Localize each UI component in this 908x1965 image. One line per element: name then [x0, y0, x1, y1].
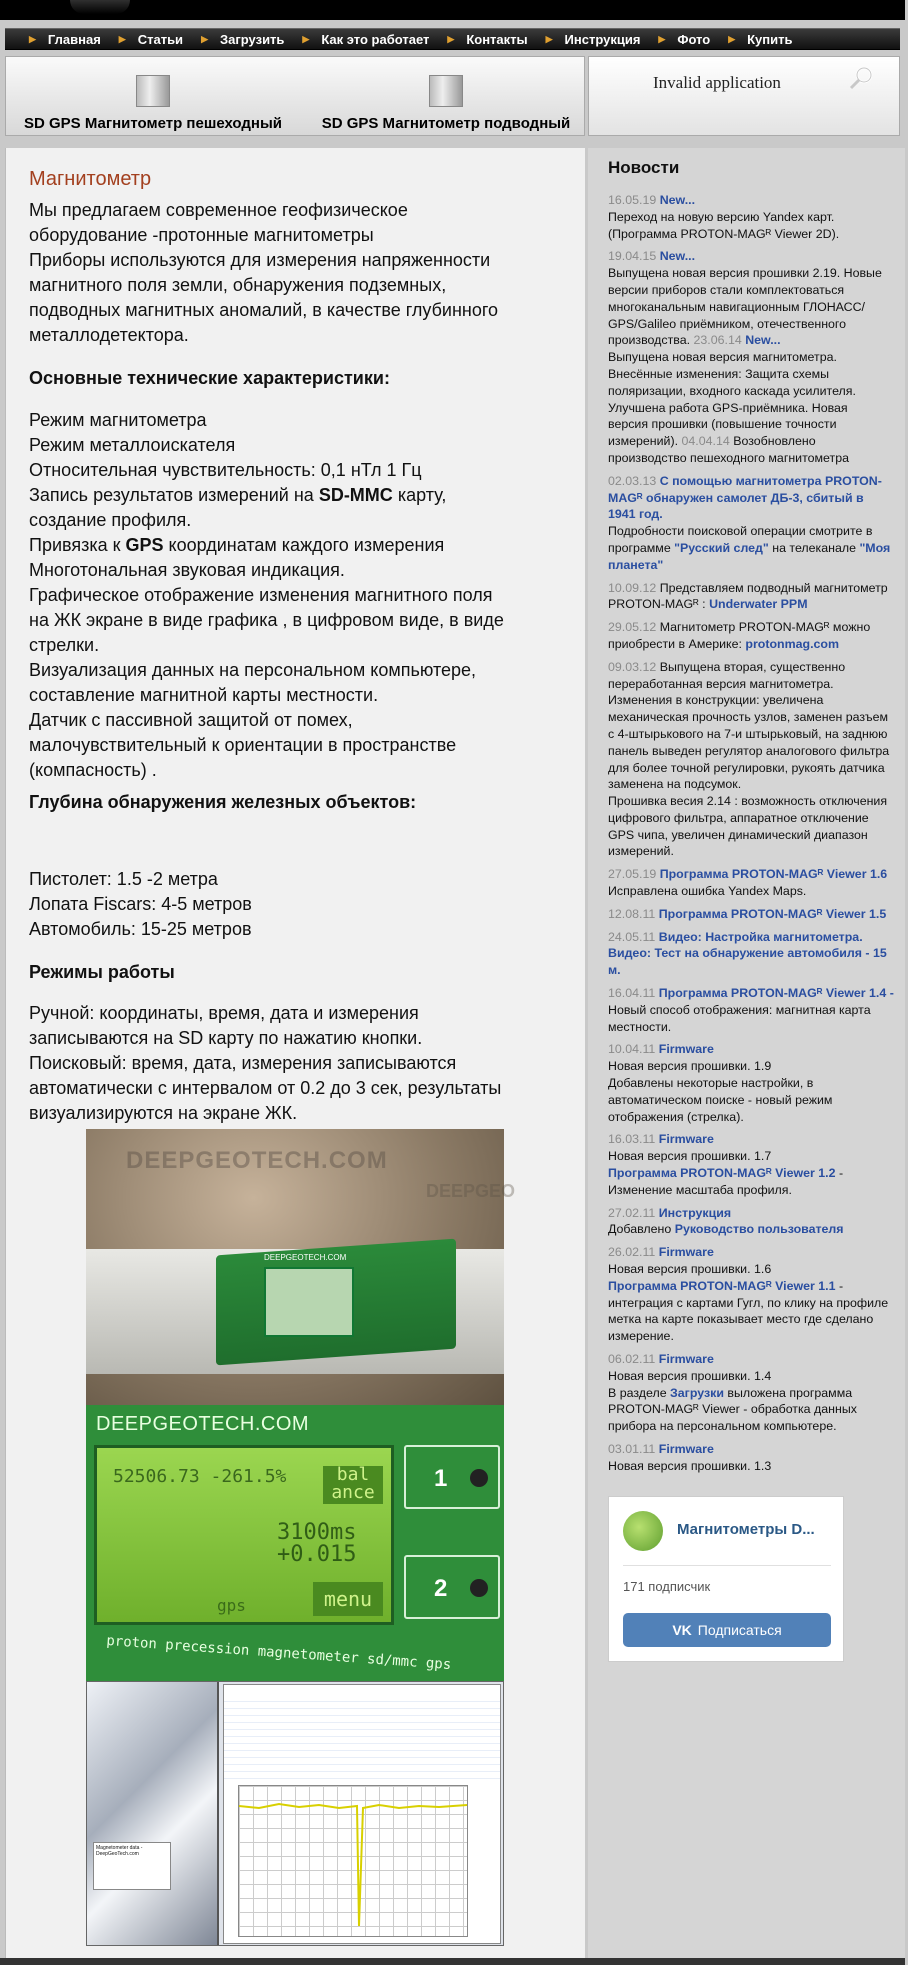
- news-list: [608, 192, 908, 1481]
- page-title: Магнитометр: [29, 168, 152, 190]
- nav-label: Как это работает: [321, 31, 430, 47]
- mode-line: Ручной: координаты, время, дата и измерения: [29, 1003, 419, 1023]
- photo-subtitle: proton precession magnetometer sd/mmc gps: [105, 1632, 452, 1674]
- news-date: 23.06.14: [693, 333, 742, 348]
- product-walking-magnetometer[interactable]: [18, 57, 288, 132]
- news-date: 16.03.11: [608, 1132, 656, 1147]
- photo-brand: DEEPGEOTECH.COM: [96, 1413, 310, 1435]
- news-link[interactable]: Программа PROTON-MAGᴿ Viewer 1.6: [659, 867, 888, 882]
- news-text: Добавлены некоторые настройки, в: [608, 1076, 814, 1091]
- news-item: [608, 248, 908, 466]
- product-label: SD GPS Магнитометр подводный: [321, 115, 571, 132]
- depth-heading: Глубина обнаружения железных объектов:: [29, 792, 417, 812]
- product-thumbnail: [136, 75, 170, 107]
- news-text: [608, 433, 908, 450]
- spec-line: стрелки.: [29, 635, 100, 655]
- news-text: Новая версия прошивки. 1.6: [608, 1262, 772, 1277]
- news-text: Изменение масштаба профиля.: [608, 1182, 792, 1197]
- news-text: Возобновлено: [733, 434, 816, 449]
- news-text: [608, 596, 908, 613]
- news-item: [608, 659, 908, 861]
- spec-line: [29, 533, 579, 558]
- news-text: PROTON-MAGᴿ Viewer - обработка данных: [608, 1402, 857, 1417]
- news-link[interactable]: New...: [745, 333, 781, 348]
- main-nav: [5, 28, 900, 50]
- news-date: 26.02.11: [608, 1245, 656, 1260]
- news-text: Улучшена работа GPS-приёмника. Новая: [608, 400, 848, 415]
- vk-subscribe-button[interactable]: [623, 1613, 831, 1647]
- bottom-band: [0, 1958, 905, 1965]
- nav-label: Купить: [747, 31, 793, 47]
- news-item: [608, 473, 908, 574]
- news-text: Добавлено: [608, 1222, 675, 1237]
- news-text: Новая версия прошивки. 1.4: [608, 1368, 772, 1383]
- news-text: Внесённые изменения: Защита схемы: [608, 366, 830, 381]
- news-item: [608, 1041, 908, 1125]
- nav-item-instructions[interactable]: [546, 32, 641, 47]
- modes-list: [29, 1001, 579, 1126]
- vk-group-name[interactable]: Магнитометры D...: [677, 1521, 815, 1538]
- news-date: 19.04.15: [608, 249, 657, 264]
- knob-icon: [470, 1469, 488, 1487]
- news-text: заменена на подсумок.: [608, 777, 742, 792]
- logo-fade: [70, 0, 130, 14]
- news-text: Выпущена вторая, существенно: [659, 659, 846, 674]
- news-link[interactable]: Программа PROTON-MAGᴿ Viewer 1.4 -: [658, 986, 894, 1001]
- news-link[interactable]: Программа PROTON-MAGᴿ Viewer 1.2: [608, 1166, 836, 1181]
- spec-line: Многотональная звуковая индикация.: [29, 560, 345, 580]
- news-text: прибора на персональном компьютере.: [608, 1419, 837, 1434]
- depth-line: Пистолет: 1.5 -2 метра: [29, 869, 218, 889]
- spec-text: координатам каждого измерения: [163, 535, 445, 555]
- top-band: [0, 0, 905, 20]
- intro-line: металлодетектора.: [29, 325, 189, 345]
- depth-list: [29, 867, 579, 942]
- news-item: [608, 619, 908, 653]
- photo-watermark: DEEPGEOTECH.COM: [126, 1147, 388, 1174]
- news-date: 10.04.11: [608, 1042, 656, 1057]
- news-date: 02.03.13: [608, 473, 657, 488]
- news-link[interactable]: Загрузки: [670, 1385, 724, 1400]
- news-text: переработанная версия магнитометра.: [608, 676, 834, 691]
- nav-arrow-icon: ▶: [545, 33, 553, 44]
- news-item: [608, 1244, 908, 1345]
- specs-heading: Основные технические характеристики:: [29, 368, 390, 388]
- news-link[interactable]: protonmag.com: [745, 636, 839, 651]
- news-text: PROTON-MAGᴿ :: [608, 597, 710, 612]
- news-link[interactable]: планета": [608, 557, 664, 572]
- news-text: метка на карте показывает место где сделано: [608, 1312, 874, 1327]
- news-link[interactable]: Firmware: [658, 1042, 714, 1057]
- intro-line: оборудование -протонные магнитометры: [29, 225, 374, 245]
- news-text: цифрового фильтра, аппаратное отключение: [608, 810, 869, 825]
- news-date: 06.02.11: [608, 1352, 656, 1366]
- spec-line: Режим магнитометра: [29, 410, 207, 430]
- nav-arrow-icon: ▶: [658, 33, 666, 44]
- spec-bold: SD-MMC: [318, 485, 393, 505]
- news-item: [608, 192, 908, 242]
- header-widget: [588, 56, 900, 136]
- news-date: 04.04.14: [681, 434, 730, 449]
- spec-line: [29, 483, 579, 508]
- intro-line: Приборы используются для измерения напряженности: [29, 250, 491, 270]
- news-text: (Программа PROTON-MAGᴿ Viewer 2D).: [608, 226, 840, 241]
- nav-label: Инструкция: [564, 31, 641, 47]
- news-text: [608, 1165, 908, 1182]
- news-text: GPS/Galileo приёмником, отечественного: [608, 316, 847, 331]
- data-table: [224, 1695, 500, 1785]
- mode-line: Поисковый: время, дата, измерения записываются: [29, 1053, 457, 1073]
- news-text: -: [835, 1166, 844, 1181]
- lcd-text: +0.015: [277, 1542, 357, 1567]
- news-text: версия прошивки (повышение точности: [608, 417, 837, 432]
- news-text: [608, 1221, 908, 1238]
- lcd-reading: 52506.73 -261.5%: [113, 1466, 287, 1487]
- news-text: с 4-штырькового на 7-и штырьковый, на заднюю: [608, 726, 888, 741]
- lcd-closeup-photo: [86, 1405, 504, 1681]
- spec-line: Относительная чувствительность: 0,1 нТл 1 Гц: [29, 460, 422, 480]
- news-link[interactable]: "Русский след": [674, 540, 769, 555]
- nav-item-home[interactable]: [29, 32, 101, 47]
- news-text: многоканальным навигационным ГЛОНАСС/: [608, 299, 866, 314]
- lcd-balance-label: [323, 1466, 383, 1504]
- lcd-menu-label: menu: [313, 1582, 383, 1616]
- news-text: отображения (стрелка).: [608, 1109, 744, 1124]
- nav-label: Главная: [47, 31, 101, 47]
- news-link[interactable]: Руководство пользователя: [674, 1222, 844, 1237]
- news-text: местности.: [608, 1019, 672, 1034]
- sidebar: [588, 148, 905, 1960]
- knob-icon: [470, 1579, 488, 1597]
- nav-item-photo[interactable]: [658, 32, 710, 47]
- device-button-2: [404, 1555, 500, 1619]
- spec-line: малочувствительный к ориентации в пространстве: [29, 735, 457, 755]
- nav-arrow-icon: ▶: [201, 33, 208, 44]
- button-number: 2: [434, 1575, 448, 1602]
- news-date: 03.01.11: [608, 1441, 656, 1456]
- news-link[interactable]: 1941 год.: [608, 507, 663, 522]
- profile-graph: [238, 1785, 468, 1937]
- spec-line: составление магнитной карты местности.: [29, 685, 379, 705]
- news-text: Прошивка весия 2.14 : возможность отключения: [608, 794, 888, 809]
- news-link[interactable]: Underwater PPM: [709, 597, 808, 612]
- news-link[interactable]: "Моя: [859, 540, 891, 555]
- news-text: В разделе: [608, 1385, 671, 1400]
- news-text: производство пешеходного магнитометра: [608, 450, 849, 465]
- news-text: Новая версия прошивки. 1.9: [608, 1059, 772, 1074]
- news-item: [608, 906, 908, 923]
- news-text: поляризации, входного каскада усилителя.: [608, 383, 856, 398]
- nav-label: Статьи: [137, 31, 184, 47]
- news-item: [608, 866, 908, 900]
- news-link[interactable]: Инструкция: [658, 1205, 732, 1220]
- spec-line: Датчик с пассивной защитой от помех,: [29, 710, 353, 730]
- news-text: [608, 636, 908, 653]
- spec-text: карту,: [392, 485, 447, 505]
- nav-arrow-icon: ▶: [118, 33, 126, 44]
- news-text: [608, 1278, 908, 1295]
- news-text: автоматическом поиске - новый режим: [608, 1092, 833, 1107]
- news-link[interactable]: Программа PROTON-MAGᴿ Viewer 1.1: [608, 1278, 836, 1293]
- spec-bold: GPS: [125, 535, 164, 555]
- vk-logo-icon: VK: [672, 1622, 692, 1638]
- news-text: на телеканале: [768, 540, 860, 555]
- news-text: для более точной регулировки, рукоять датчика: [608, 760, 885, 775]
- mode-line: визуализируются на экране ЖК.: [29, 1103, 298, 1123]
- products-band: [5, 56, 585, 136]
- news-text: Выпущена новая версия прошивки 2.19. Новые: [608, 266, 882, 281]
- nav-item-how-it-works[interactable]: [302, 32, 429, 47]
- nav-item-download[interactable]: [201, 32, 284, 47]
- graph-line-icon: [239, 1786, 469, 1938]
- news-text: Новый способ отображения: магнитная карта: [608, 1002, 871, 1017]
- news-date: 12.08.11: [608, 906, 656, 921]
- map-popup: Magnetometer data - DeepGeoTech.com: [93, 1842, 171, 1890]
- news-item: [608, 1131, 908, 1198]
- intro-line: магнитного поля земли, обнаружения подземных,: [29, 275, 447, 295]
- spec-line: создание профиля.: [29, 510, 192, 530]
- news-date: 27.02.11: [608, 1205, 656, 1220]
- news-link[interactable]: New...: [659, 193, 696, 207]
- vk-subscribe-label: Подписаться: [697, 1622, 782, 1638]
- spec-line: (компасность) .: [29, 760, 157, 780]
- depth-line: Лопата Fiscars: 4-5 метров: [29, 894, 252, 914]
- intro-line: Мы предлагаем современное геофизическое: [29, 200, 408, 220]
- vk-divider: [623, 1565, 831, 1566]
- nav-label: Контакты: [466, 31, 528, 47]
- intro-text: [29, 198, 579, 348]
- news-text: Новая версия прошивки. 1.3: [608, 1458, 772, 1473]
- device-photo: [86, 1129, 516, 1405]
- mode-line: автоматически с интервалом от 0.2 до 3 сек, результаты: [29, 1078, 502, 1098]
- news-text: измерений).: [608, 434, 679, 449]
- news-text: Подробности поисковой операции смотрите в: [608, 524, 873, 539]
- nav-label: Фото: [677, 31, 711, 47]
- device-label: DEEPGEOTECH.COM: [264, 1253, 347, 1262]
- news-item: [608, 929, 908, 979]
- product-underwater-magnetometer[interactable]: [311, 57, 581, 132]
- map-window: [87, 1682, 219, 1945]
- spec-line: Визуализация данных на персональном компьютере,: [29, 660, 477, 680]
- invalid-application-text: Invalid application: [653, 73, 781, 92]
- spec-line: Графическое отображение изменения магнитного поля: [29, 585, 493, 605]
- lcd-text: bal: [336, 1464, 370, 1485]
- spec-text: Запись результатов измерений на: [29, 485, 319, 505]
- product-thumbnail: [429, 75, 463, 107]
- depth-line: Автомобиль: 15-25 метров: [29, 919, 252, 939]
- news-text: измерений.: [608, 844, 674, 859]
- news-text: Переход на новую версию Yandex карт.: [608, 209, 835, 224]
- spec-text: Привязка к: [29, 535, 126, 555]
- news-date: 29.05.12: [608, 620, 657, 635]
- lcd-interval: [277, 1522, 356, 1566]
- mode-line: записываются на SD карту по нажатию кнопки.: [29, 1028, 423, 1048]
- news-date: 10.09.12: [608, 580, 657, 595]
- button-number: 1: [434, 1465, 448, 1492]
- device-button-1: [404, 1445, 500, 1509]
- news-text: [608, 540, 908, 557]
- news-text: -: [835, 1278, 844, 1293]
- lcd-gps-label: gps: [217, 1596, 246, 1615]
- news-title: Новости: [608, 158, 680, 177]
- news-text: Исправлена ошибка Yandex Maps.: [608, 884, 807, 899]
- photo-watermark: DEEPGEO: [426, 1181, 516, 1201]
- news-link[interactable]: С помощью магнитометра PROTON-: [659, 473, 882, 488]
- news-text: программе: [608, 540, 675, 555]
- lcd-screen: [94, 1445, 394, 1625]
- news-text: GPS чипа, увеличен динамический диапазон: [608, 827, 868, 842]
- news-text: [608, 332, 908, 349]
- news-text: Магнитометр PROTON-MAGᴿ можно: [659, 620, 871, 635]
- vk-subscriber-count: 171 подписчик: [623, 1579, 711, 1594]
- spec-line: на ЖК экране в виде графика , в цифровом виде, в виде: [29, 610, 504, 630]
- nav-arrow-icon: ▶: [29, 33, 36, 44]
- news-link[interactable]: Firmware: [658, 1352, 714, 1366]
- vk-avatar[interactable]: [623, 1511, 663, 1551]
- product-label: SD GPS Магнитометр пешеходный: [23, 115, 283, 132]
- search-icon[interactable]: [847, 65, 875, 93]
- spec-line: Режим металлоискателя: [29, 435, 236, 455]
- news-date: 27.05.19: [608, 867, 657, 882]
- news-item: [608, 985, 908, 1035]
- news-item: [608, 1351, 908, 1435]
- news-link[interactable]: MAGᴿ обнаружен самолет ДБ-3, сбитый в: [608, 490, 864, 505]
- news-text: Новая версия прошивки. 1.7: [608, 1149, 772, 1164]
- news-text: [608, 1385, 908, 1402]
- news-text: приобрести в Америке:: [608, 636, 746, 651]
- nav-arrow-icon: ▶: [302, 33, 310, 44]
- intro-line: подводных магнитных аномалий, в качестве глубинного: [29, 300, 499, 320]
- nav-item-contacts[interactable]: [447, 32, 527, 47]
- viewer-window: [223, 1684, 501, 1944]
- news-text: Изменения в конструкции: увеличена: [608, 693, 824, 708]
- lcd-text: ance: [331, 1482, 375, 1503]
- device-screen: [264, 1267, 354, 1337]
- news-date: 24.05.11: [608, 929, 656, 944]
- nav-label: Загрузить: [219, 31, 285, 47]
- news-text: Выпущена новая версия магнитометра.: [608, 350, 837, 365]
- news-link[interactable]: Видео: Настройка магнитометра.: [658, 929, 863, 944]
- news-text: интеграция с картами Гугл, по клику на профиле: [608, 1295, 889, 1310]
- nav-arrow-icon: ▶: [728, 33, 736, 44]
- software-screenshot: [86, 1681, 504, 1946]
- modes-heading: Режимы работы: [29, 962, 175, 982]
- news-date: 16.04.11: [608, 986, 656, 1001]
- vk-widget: [608, 1496, 844, 1662]
- news-link[interactable]: New...: [659, 249, 696, 264]
- news-link[interactable]: Firmware: [658, 1132, 714, 1147]
- news-text: измерение.: [608, 1329, 674, 1344]
- nav-arrow-icon: ▶: [447, 33, 455, 44]
- news-link[interactable]: Firmware: [658, 1245, 714, 1260]
- news-link[interactable]: Видео: Тест на обнаружение автомобиля - 15: [608, 946, 887, 961]
- specs-list: [29, 408, 579, 783]
- news-text: производства.: [608, 333, 691, 348]
- lcd-text: 3100ms: [277, 1520, 357, 1545]
- news-item: [608, 580, 908, 614]
- news-link[interactable]: м.: [608, 963, 621, 978]
- news-text: механическая прочность узлов, заменен разъем: [608, 710, 888, 725]
- nav-item-articles[interactable]: [119, 32, 183, 47]
- nav-item-buy[interactable]: [728, 32, 792, 47]
- news-item: [608, 1205, 908, 1239]
- news-date: 16.05.19: [608, 193, 657, 207]
- news-link[interactable]: Firmware: [658, 1441, 714, 1456]
- news-text: панель выведен регулятор аналогового фильтра: [608, 743, 890, 758]
- news-text: Представляем подводный магнитометр: [659, 580, 888, 595]
- news-item: [608, 1441, 908, 1475]
- news-link[interactable]: Программа PROTON-MAGᴿ Viewer 1.5: [658, 906, 887, 921]
- news-text: выложена программа: [723, 1385, 853, 1400]
- news-text: версии приборов стали комплектоваться: [608, 282, 845, 297]
- news-date: 09.03.12: [608, 659, 657, 674]
